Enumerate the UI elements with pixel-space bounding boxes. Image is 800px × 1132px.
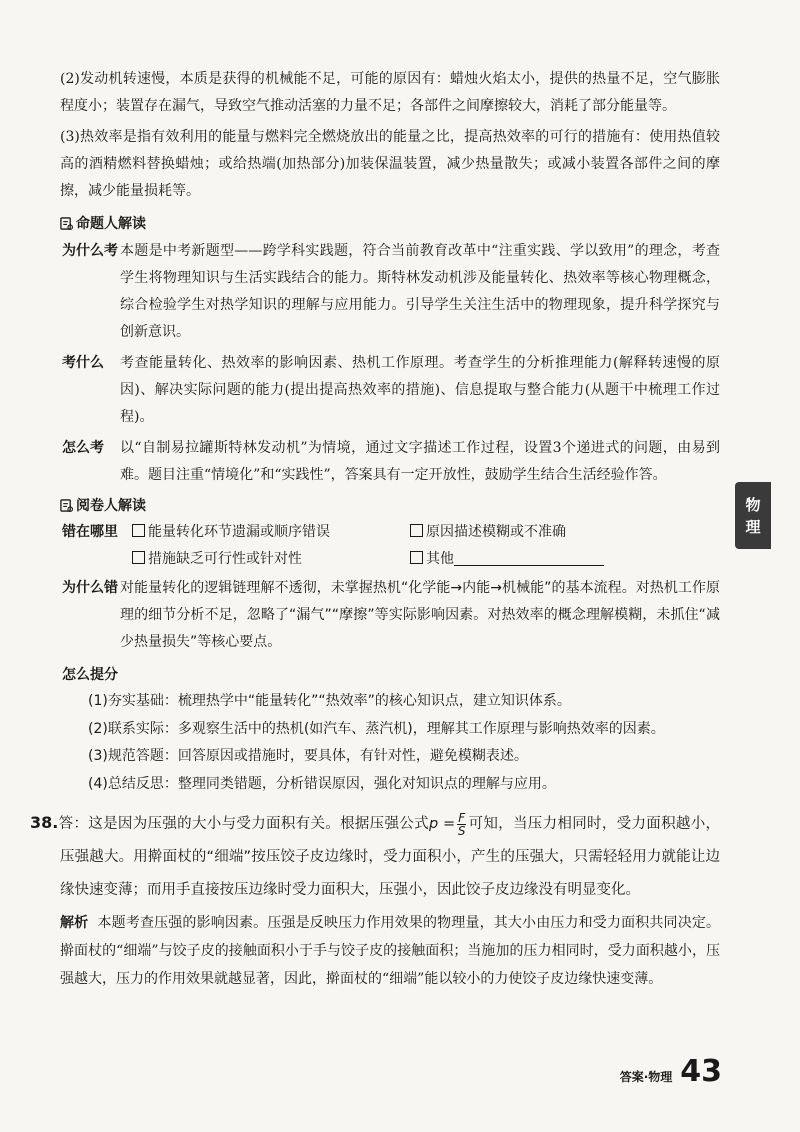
- row-label: 错在哪里: [62, 524, 118, 540]
- reviewer-section-title: [60, 493, 720, 517]
- answer-text-b: 可知，当压力相同时，受力面积越小，压强越大。用擀面杖的“细端”按压饺子皮边缘时，受力面积小，产生的压强大，只需轻轻用力就能让边缘快速变薄；而用手直接按压边缘时受力面积大，压强小，因此饺子皮边缘没有明显变化。: [60, 816, 721, 898]
- row-text: 本题是中考新题型——跨学科实践题，符合当前教育改革中“注重实践、学以致用”的理念，考查学生将物理知识与生活实践结合的能力。斯特林发动机涉及能量转化、热效率等核心物理概念，综合检验学生对热学知识的理解与应用能力。引导学生关注生活中的物理现象，提升科学探究与创新意识。: [120, 243, 720, 340]
- row-text: 以“自制易拉罐斯特林发动机”为情境，通过文字描述工作过程，设置3个递进式的问题，由易到难。题目注重“情境化”和“实践性”，答案具有一定开放性，鼓励学生结合生活经验作答。: [120, 440, 720, 483]
- checkbox[interactable]: [410, 551, 423, 564]
- reviewer-row-wrong: [60, 519, 720, 573]
- question-38-answer: [30, 806, 721, 907]
- reviewer-title-text: 阅卷人解读: [76, 498, 146, 514]
- document-icon: [60, 217, 73, 230]
- proposer-row-how: [60, 435, 720, 489]
- option-4[interactable]: 其他: [410, 546, 640, 573]
- document-icon: [60, 499, 73, 512]
- list-item: (2)联系实际：多观察生活中的热机(如汽车、蒸汽机)，理解其工作原理与影响热效率的因素。: [88, 720, 665, 737]
- proposer-section-title: [60, 211, 720, 235]
- page-footer: [620, 1054, 722, 1089]
- analysis-paragraph: [60, 909, 720, 993]
- row-label: 考什么: [62, 355, 104, 371]
- row-label: 怎么考: [62, 440, 104, 456]
- proposer-title-text: 命题人解读: [76, 216, 146, 232]
- answer-text-a: 答：这是因为压强的大小与受力面积有关。根据压强公式: [58, 816, 429, 832]
- answer-paragraph-3: (3)热效率是指有效利用的能量与燃料完全燃烧放出的能量之比，提高热效率的可行的措施有：使用热值较高的酒精燃料替换蜡烛；或给热端(加热部分)加装保温装置，减少热量散失；或减小装置各部件之间的摩擦，减少能量损耗等。: [60, 129, 720, 199]
- checkbox[interactable]: [410, 524, 423, 537]
- row-text: 对能量转化的逻辑链理解不透彻，未掌握热机“化学能→内能→机械能”的基本流程。对热机工作原理的细节分析不足，忽略了“漏气”“摩擦”等实际影响因素。对热效率的概念理解模糊，未抓住“减少热量损失”等核心要点。: [120, 580, 720, 650]
- reviewer-row-why-wrong: [60, 575, 720, 656]
- footer-label: 答案·物理: [619, 1070, 673, 1084]
- proposer-row-why: [60, 238, 720, 346]
- question-number: 38.: [30, 813, 59, 832]
- option-1[interactable]: 能量转化环节遗漏或顺序错误: [132, 519, 410, 546]
- pressure-fraction: $\frac{F}{S}$: [457, 810, 466, 838]
- option-3[interactable]: 措施缺乏可行性或针对性: [132, 546, 410, 573]
- answer-paragraph-2: (2)发动机转速慢，本质是获得的机械能不足，可能的原因有：蜡烛火焰太小，提供的热量不足，空气膨胀程度小；装置存在漏气，导致空气推动活塞的力量不足；各部件之间摩擦较大，消耗了部分能量等。: [60, 71, 720, 114]
- checkbox[interactable]: [132, 524, 145, 537]
- row-text: 考查能量转化、热效率的影响因素、热机工作原理。考查学生的分析推理能力(解释转速慢的原因)、解决实际问题的能力(提出提高热效率的措施)、信息提取与整合能力(从题干中梳理工作过程)。: [120, 355, 720, 425]
- analysis-label: 解析: [60, 915, 89, 931]
- subject-side-tab: 物 理: [735, 482, 771, 549]
- list-item: (3)规范答题：回答原因或措施时，要具体，有针对性，避免模糊表述。: [88, 748, 528, 764]
- row-label: 为什么考: [62, 243, 118, 259]
- formula-lhs: p =: [428, 816, 456, 832]
- row-label: 为什么错: [62, 580, 118, 596]
- option-2[interactable]: 原因描述模糊或不准确: [410, 519, 640, 546]
- fill-in-blank[interactable]: [454, 551, 604, 566]
- checkbox-options: [120, 519, 720, 573]
- list-item: (4)总结反思：整理同类错题，分析错误原因，强化对知识点的理解与应用。: [88, 775, 556, 792]
- list-item: (1)夯实基础：梳理热学中“能量转化”“热效率”的核心知识点，建立知识体系。: [88, 693, 571, 709]
- content-column: [30, 66, 721, 993]
- improve-list: [60, 688, 720, 798]
- page-number: 43: [680, 1054, 722, 1089]
- proposer-row-what: [60, 350, 720, 431]
- analysis-text: 本题考查压强的影响因素。压强是反映压力作用效果的物理量，其大小由压力和受力面积共同决定。擀面杖的“细端”与饺子皮的接触面积小于手与饺子皮的接触面积；当施加的压力相同时，受力面积越小，压强越大，压力的作用效果就越显著，因此，擀面杖的“细端”能以较小的力使饺子皮边缘快速变薄。: [60, 915, 721, 987]
- improve-title: 怎么提分: [62, 667, 118, 683]
- checkbox[interactable]: [132, 551, 145, 564]
